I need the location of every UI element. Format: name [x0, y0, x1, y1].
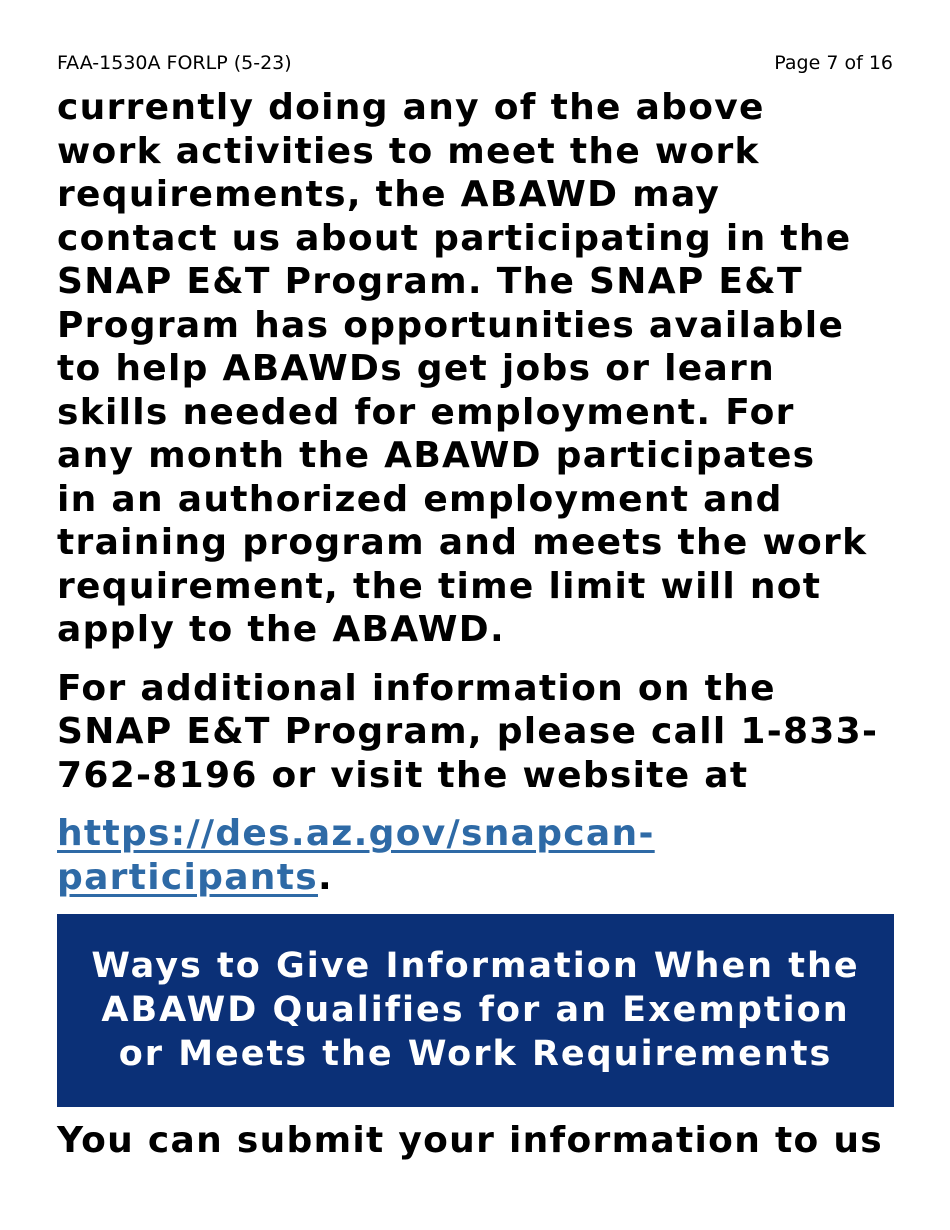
website-link-part1[interactable]: https://des.az.gov/snapcan-	[57, 813, 655, 854]
paragraph-line: any month the ABAWD participates	[57, 435, 816, 476]
paragraph-line: For additional information on the	[57, 668, 776, 709]
page-header	[57, 52, 893, 78]
link-line	[57, 856, 333, 900]
banner-heading-line: Ways to Give Information When the	[91, 946, 860, 986]
banner-heading-line: ABAWD Qualifies for an Exemption	[101, 990, 850, 1030]
paragraph-line: to help ABAWDs get jobs or learn	[57, 348, 776, 389]
link-period: .	[317, 857, 333, 898]
paragraph-line: Program has opportunities available	[57, 305, 845, 346]
submit-info-text: You can submit your information to us	[57, 1120, 883, 1161]
section-banner	[57, 914, 894, 1107]
paragraph-line: skills needed for employment. For	[57, 392, 795, 433]
paragraph-line: SNAP E&T Program, please call 1-833-	[57, 711, 879, 752]
paragraph-line: contact us about participating in the	[57, 218, 852, 259]
page-number: Page 7 of 16	[774, 52, 893, 74]
paragraph-line: in an authorized employment and	[57, 479, 783, 520]
paragraph-line: work activities to meet the work	[57, 131, 760, 172]
link-line	[57, 812, 655, 856]
paragraph-line: apply to the ABAWD.	[57, 609, 505, 650]
paragraph-line: requirement, the time limit will not	[57, 566, 822, 607]
banner-heading-line: or Meets the Work Requirements	[118, 1034, 833, 1074]
paragraph-line: requirements, the ABAWD may	[57, 174, 721, 215]
paragraph-line: SNAP E&T Program. The SNAP E&T	[57, 261, 803, 302]
website-link-part2[interactable]: participants	[57, 857, 318, 898]
form-id: FAA-1530A FORLP (5-23)	[57, 52, 292, 74]
paragraph-line: currently doing any of the above	[57, 87, 765, 128]
paragraph-line: training program and meets the work	[57, 522, 868, 563]
paragraph-line: 762-8196 or visit the website at	[57, 755, 749, 796]
